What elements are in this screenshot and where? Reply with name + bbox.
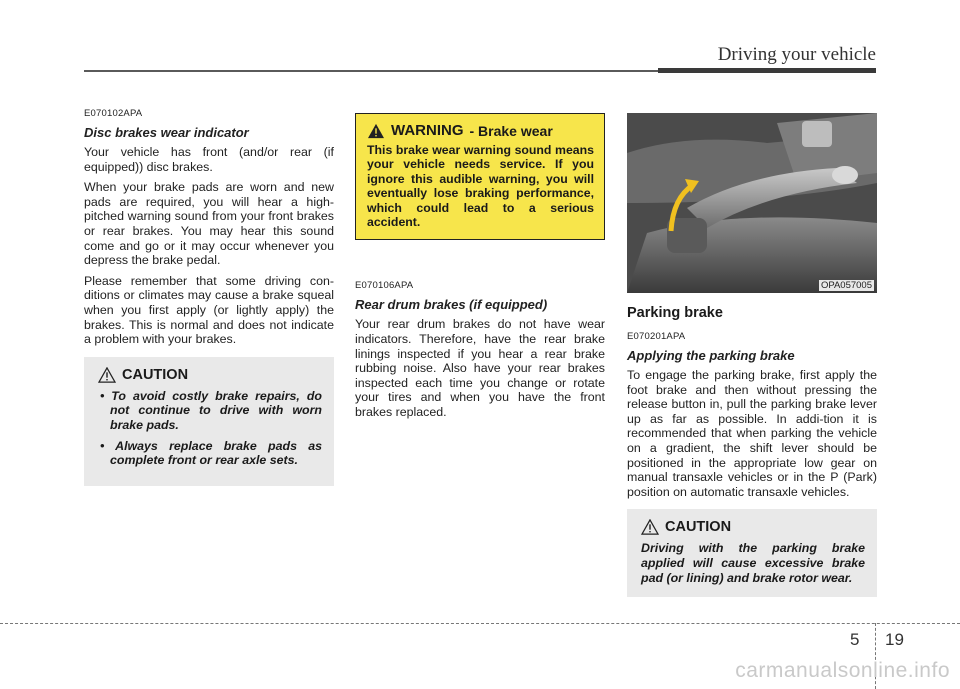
page-number: 19: [885, 630, 904, 649]
paragraph: Please remember that some driving con-ditions or climates may cause a brake squeal when you first apply (or lightly apply) the brakes. This is normal and does not indicate a problem with your brakes.: [84, 273, 334, 347]
caution-item: • To avoid costly brake repairs, do not continue to drive with worn brake pads.: [100, 388, 322, 432]
parking-brake-photo: [627, 113, 877, 293]
section-heading-parking-brake: Parking brake: [627, 305, 723, 321]
section-code: E070102APA: [84, 108, 143, 119]
subhead-rear-drum: Rear drum brakes (if equipped): [355, 297, 548, 313]
warning-triangle-icon: [367, 123, 385, 139]
caution-list: [98, 389, 322, 468]
caution-item: • Always replace brake pads as complete front or rear axle sets.: [100, 438, 322, 468]
footer-rule: [0, 623, 960, 624]
column-brake-wear: [355, 113, 605, 426]
column-parking-brake: [627, 113, 877, 597]
header-rule-accent: [658, 68, 876, 73]
photo-caption: OPA057005: [820, 280, 872, 291]
warning-text: This brake wear warning sound means your vehicle needs service. If you ignore this audible warning, you will eventually lose braking performance, which could lead to a serious accident.: [367, 143, 594, 230]
column-disc-brakes: [84, 108, 334, 486]
paragraph: Your rear drum brakes do not have wear indicators. Therefore, have the rear brake linings inspected if you hear a rear brake rubbing noise. Also have your rear brakes inspected each time you change or rotate your tires and when you have the front brakes replaced.: [355, 317, 605, 419]
subhead-disc-brakes: Disc brakes wear indicator: [84, 125, 249, 140]
warning-box-brake-wear: [355, 113, 605, 240]
chapter-number: 5: [850, 630, 860, 649]
watermark: carmanualsonline.info: [735, 659, 950, 682]
running-header: Driving your vehicle: [717, 44, 876, 65]
caution-box-parking-brake: [627, 509, 877, 597]
caution-title: CAUTION: [122, 366, 189, 383]
section-code: E070106APA: [355, 280, 414, 292]
caution-triangle-icon: [641, 519, 659, 535]
parking-brake-illustration: [627, 113, 877, 293]
caution-text: Driving with the parking brake applied will cause excessive brake pad (or lining) and brake rotor wear.: [641, 541, 865, 585]
paragraph: When your brake pads are worn and new pads are required, you will hear a high-pitched warning sound from your front brakes or rear brakes. You may hear this sound come and go or it may occur whenever you depress the brake pedal.: [84, 180, 334, 268]
paragraph: To engage the parking brake, first apply the foot brake and then without pressing the release button in, pull the parking brake lever up as far as possible. In addi-tion it is recommended that when parking the vehicle on a gradient, the shift lever should be positioned in the appropriate low gear on manual transaxle vehicles or in the P (Park) position on automatic transaxle vehicles.: [627, 368, 877, 499]
warning-title: WARNING: [391, 122, 464, 139]
subhead-applying: Applying the parking brake: [627, 348, 795, 363]
caution-title: CAUTION: [665, 519, 732, 536]
warning-subtitle: - Brake wear: [469, 122, 553, 139]
caution-box-disc-brakes: [84, 357, 334, 486]
section-code: E070201APA: [627, 331, 686, 342]
caution-triangle-icon: [98, 367, 116, 383]
paragraph: Your vehicle has front (and/or rear (if equipped)) disc brakes.: [84, 145, 334, 174]
